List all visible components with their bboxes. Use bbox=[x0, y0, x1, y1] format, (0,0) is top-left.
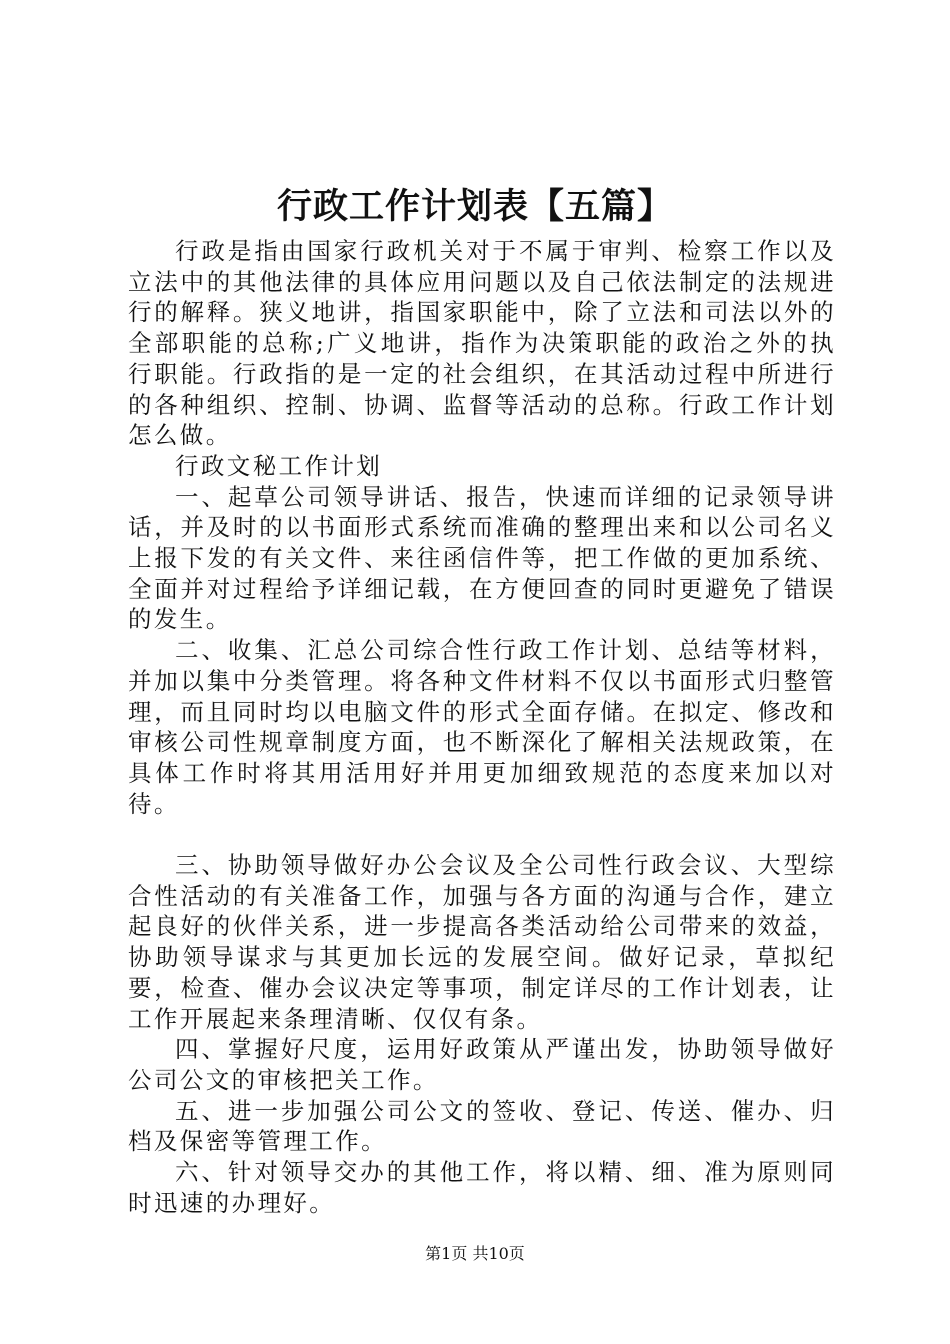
page-number-footer: 第1页 共10页 bbox=[425, 1244, 525, 1263]
document-title: 行政工作计划表【五篇】 bbox=[276, 186, 673, 227]
paragraph-intro: 行政是指由国家行政机关对于不属于审判、检察工作以及立法中的其他法律的具体应用问题以及自己依法制定的法规进行的解释。狭义地讲，指国家职能中，除了立法和司法以外的全部职能的总称;广义地讲，指作为决策职能的政治之外的执行职能。行政指的是一定的社会组织，在其活动过程中所进行的各种组织、控制、协调、监督等活动的总称。行政工作计划怎么做。 bbox=[128, 237, 836, 450]
section-heading: 行政文秘工作计划 bbox=[175, 451, 383, 480]
document-body bbox=[128, 236, 836, 1218]
paragraph-item-4: 四、掌握好尺度，运用好政策从严谨出发，协助领导做好公司公文的审核把关工作。 bbox=[128, 1035, 836, 1094]
paragraph-item-6: 六、针对领导交办的其他工作，将以精、细、准为原则同时迅速的办理好。 bbox=[128, 1158, 836, 1217]
paragraph-item-2: 二、收集、汇总公司综合性行政工作计划、总结等材料，并加以集中分类管理。将各种文件材料不仅以书面形式归整管理，而且同时均以电脑文件的形式全面存储。在拟定、修改和审核公司性规章制度方面，也不断深化了解相关法规政策，在具体工作时将其用活用好并用更加细致规范的态度来加以对待。 bbox=[128, 636, 836, 818]
paragraph-item-1: 一、起草公司领导讲话、报告，快速而详细的记录领导讲话，并及时的以书面形式系统而准确的整理出来和以公司名义上报下发的有关文件、来往函信件等，把工作做的更加系统、全面并对过程给予详细记载，在方便回查的同时更避免了错误的发生。 bbox=[128, 482, 836, 634]
paragraph-item-3: 三、协助领导做好办公会议及全公司性行政会议、大型综合性活动的有关准备工作，加强与各方面的沟通与合作，建立起良好的伙伴关系，进一步提高各类活动给公司带来的效益，协助领导谋求与其更加长远的发展空间。做好记录，草拟纪要，检查、催办会议决定等事项，制定详尽的工作计划表，让工作开展起来条理清晰、仅仅有条。 bbox=[128, 851, 836, 1033]
paragraph-item-5: 五、进一步加强公司公文的签收、登记、传送、催办、归档及保密等管理工作。 bbox=[128, 1096, 836, 1156]
